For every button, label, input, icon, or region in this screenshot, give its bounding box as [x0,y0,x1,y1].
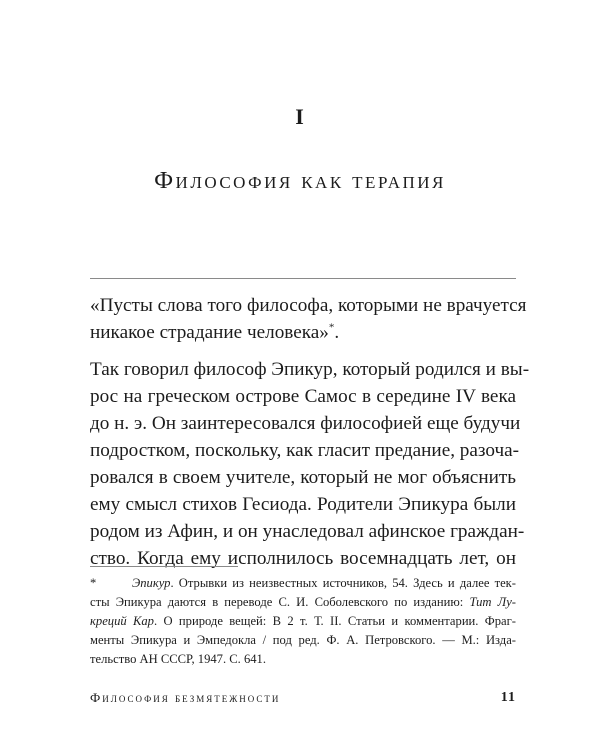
paragraph-line: родом из Афин, и он унаследовал афинское граждан- [90,521,525,542]
paragraph-line: ство. Когда ему исполнилось восемнадцать лет, он [90,548,516,569]
footnote-line: тельство АН СССР, 1947. С. 641. [90,652,267,666]
footnote-line: менты Эпикура и Эмпедокла / под ред. Ф. А. Петровского. — М.: Изда- [90,633,516,647]
footnote-text: . Отрывки из неизвестных источников, 54. Здесь и далее тек- [170,576,516,590]
paragraph-line: ровался в своем учителе, который не мог объяснить [90,467,516,488]
main-paragraph [90,356,530,572]
paragraph-line: до н. э. Он заинтересовался философией еще будучи [90,413,521,434]
chapter-title: Философия как терапия [154,168,446,194]
chapter-number: I [295,104,305,129]
body-text [90,292,530,572]
paragraph-line: Так говорил философ Эпикур, который родился и вы- [90,359,530,380]
running-footer-title: Философия безмятежности [90,690,281,705]
footnote-mark: * [90,576,97,590]
footnote-source-title: креций Кар [90,614,154,628]
paragraph-line: рос на греческом острове Самос в середине IV века [90,386,516,407]
footnote-author: Эпикур [132,576,171,590]
quote-line-last: никакое страдание человека»*. [90,321,340,343]
quote-paragraph [90,292,527,346]
footnote-text: . О природе вещей: В 2 т. Т. II. Статьи и комментарии. Фраг- [153,614,516,628]
footnote-source-title: Тит Лу- [469,595,516,609]
footnote-rule [90,566,238,567]
page-number: 11 [500,690,516,705]
top-rule [90,278,516,279]
footnote-line [90,612,516,631]
quote-line: «Пусты слова того философа, которыми не врачуется [90,295,527,316]
footnote-line [90,593,516,612]
quote-line-text: никакое страдание человека» [90,322,329,343]
footnote [90,574,516,669]
footnote-reference-mark[interactable]: * [328,321,335,334]
footnote-line [90,574,516,593]
paragraph-line: ему смысл стихов Гесиода. Родители Эпикура были [90,494,516,515]
paragraph-line: подростком, поскольку, как гласит предание, разоча- [90,440,520,461]
footnote-text: сты Эпикура даются в переводе С. И. Соболевского по изданию: [90,595,470,609]
